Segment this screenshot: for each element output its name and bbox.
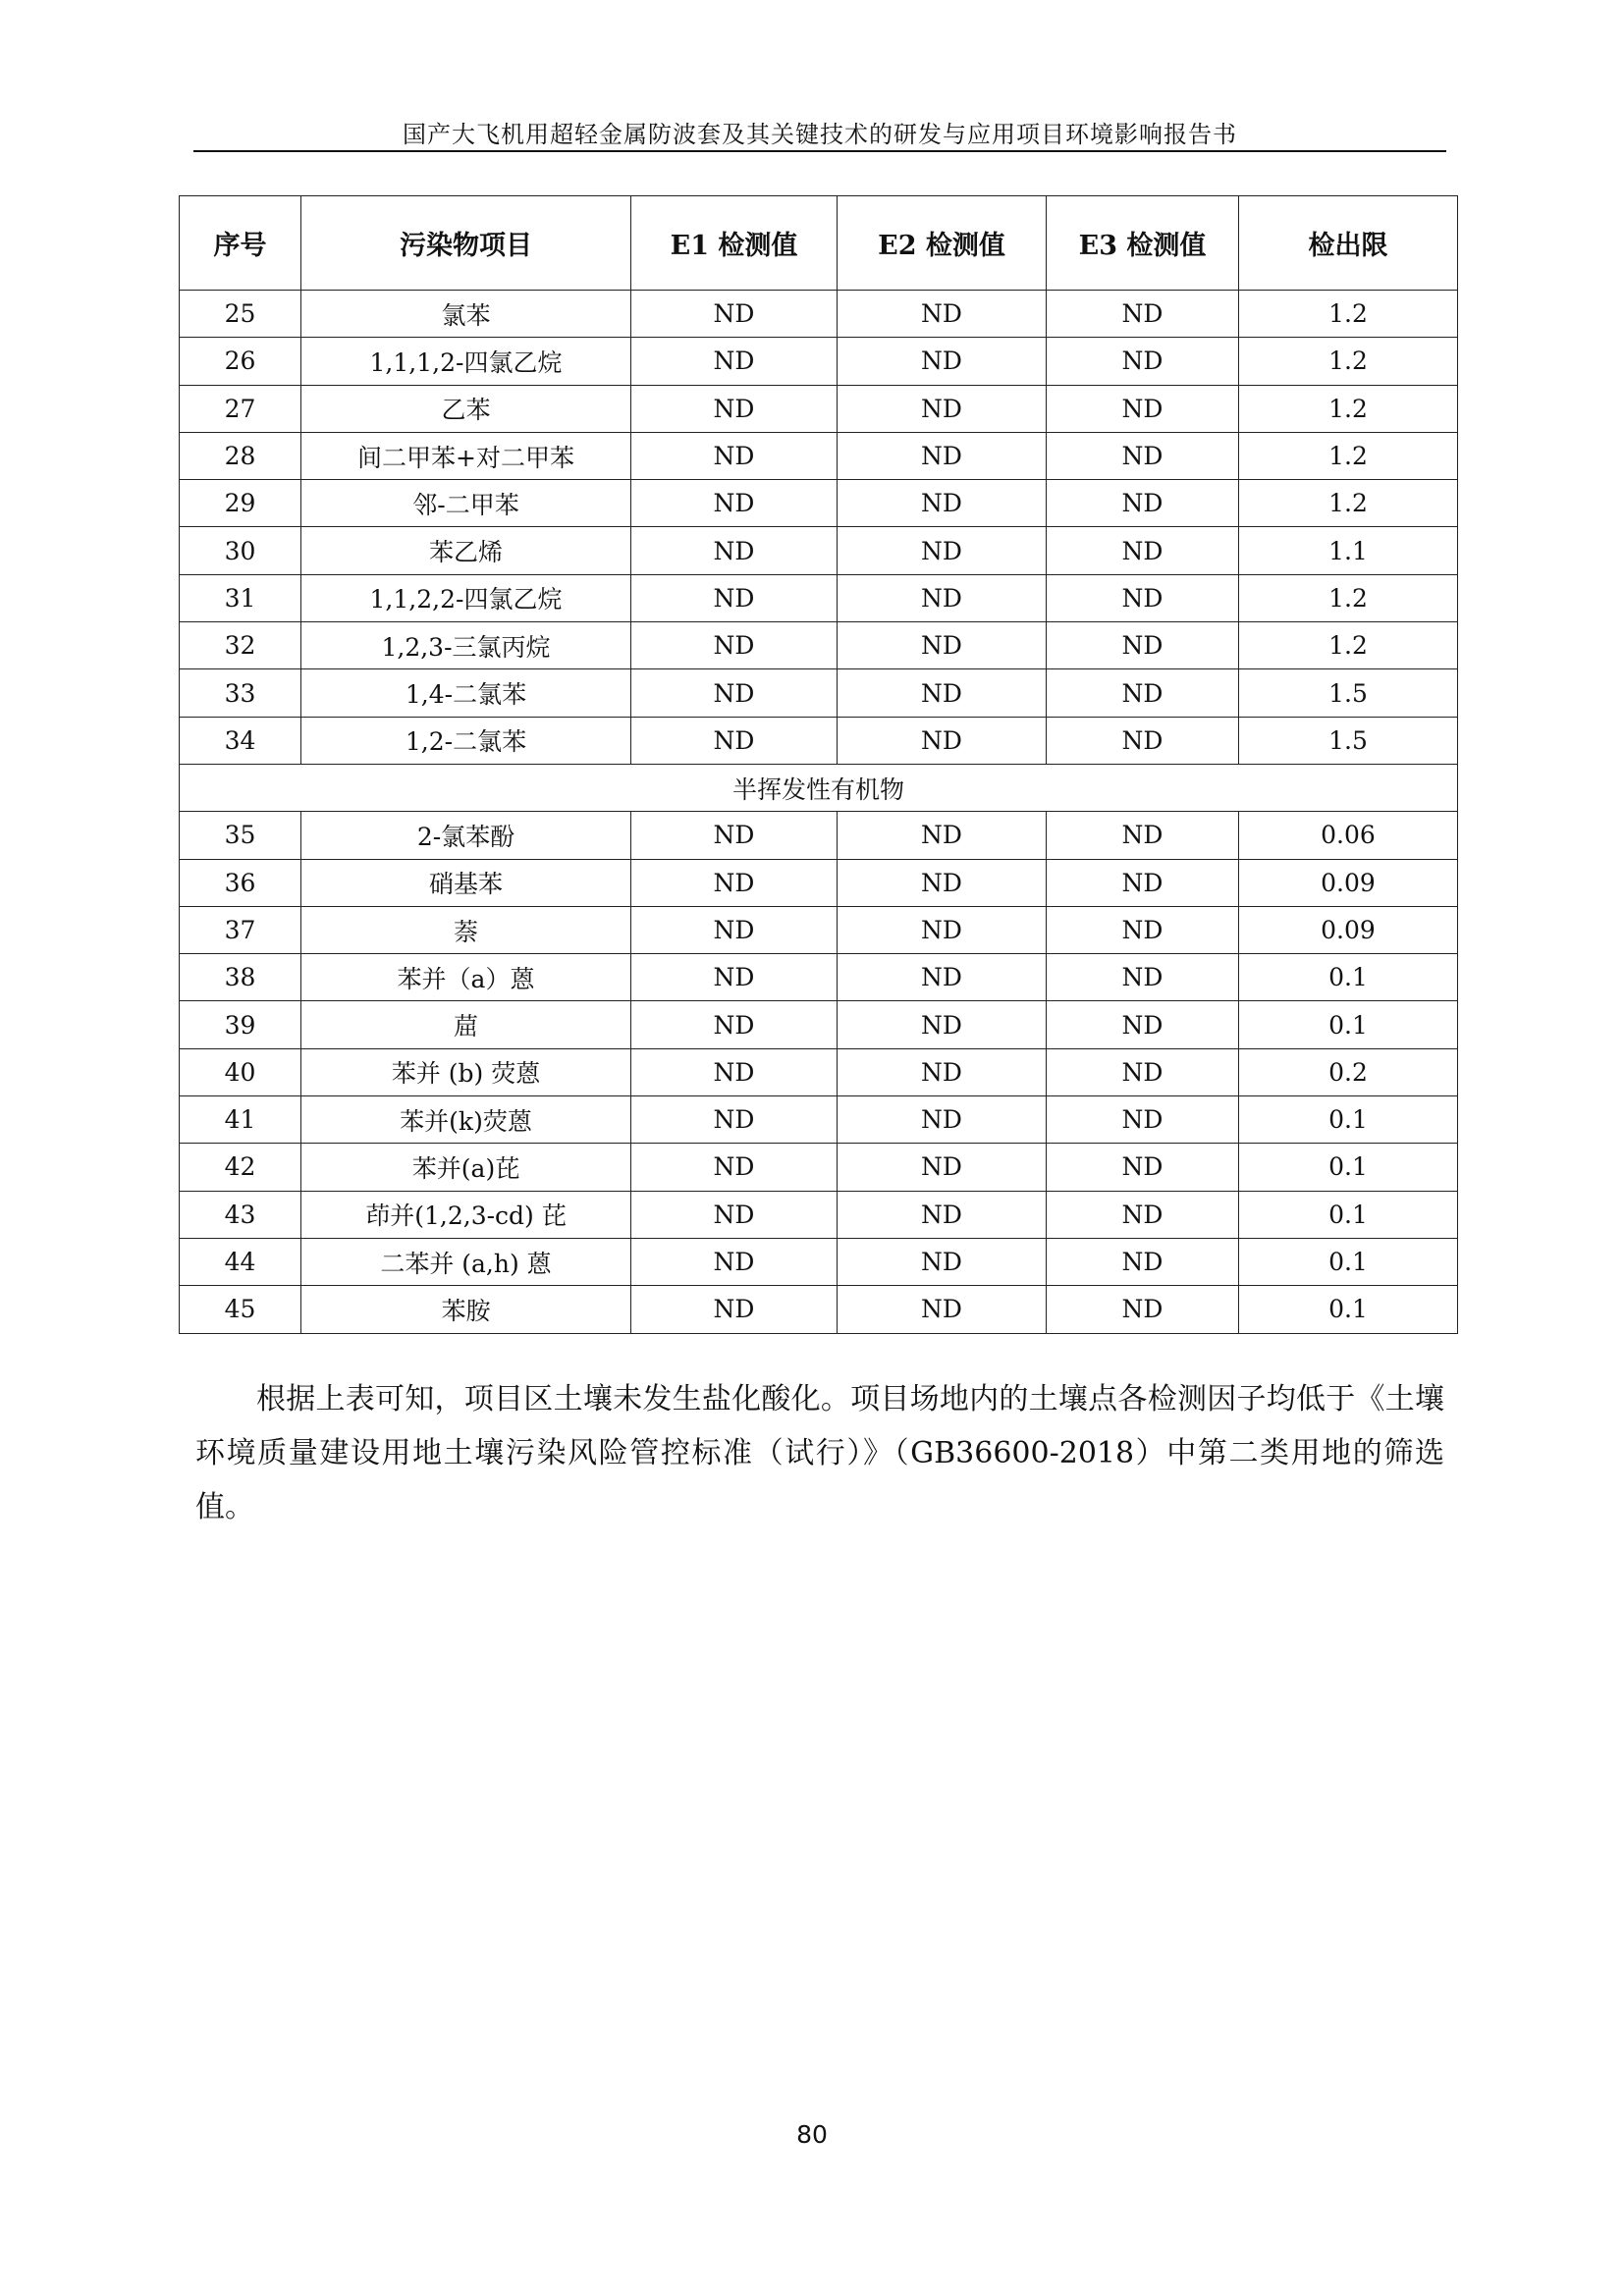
detection-limit-cell: 1.2 (1239, 432, 1458, 479)
pollutant-name-cell: 1,2-二氯苯 (301, 717, 631, 764)
row-number-cell: 37 (180, 906, 301, 953)
e2-value-cell: ND (838, 480, 1047, 527)
e2-value-cell: ND (838, 574, 1047, 621)
pollutant-name-cell: 苯并(a)芘 (301, 1144, 631, 1191)
e3-value-cell: ND (1047, 717, 1239, 764)
table-header-row (180, 196, 1458, 291)
e2-value-cell: ND (838, 717, 1047, 764)
paragraph-text: 根据上表可知，项目区土壤未发生盐化酸化。项目场地内的土壤点各检测因子均低于《土壤环境质量建设用地土壤污染风险管控标准（试行）》（GB36600-2018）中第二类用地的筛选值。 (195, 1382, 1444, 1524)
row-number-cell: 32 (180, 622, 301, 669)
e2-value-cell: ND (838, 622, 1047, 669)
col-header-e2: E2 检测值 (838, 196, 1047, 291)
row-number-cell: 43 (180, 1191, 301, 1238)
pollutant-name-cell: 苯并 (b) 荧蒽 (301, 1048, 631, 1095)
e1-value-cell: ND (631, 954, 838, 1001)
e1-value-cell: ND (631, 622, 838, 669)
e3-value-cell: ND (1047, 574, 1239, 621)
pollutant-name-cell: 1,1,1,2-四氯乙烷 (301, 338, 631, 385)
e2-value-cell: ND (838, 859, 1047, 906)
e3-value-cell: ND (1047, 1191, 1239, 1238)
e3-value-cell: ND (1047, 622, 1239, 669)
row-number-cell: 30 (180, 527, 301, 574)
e1-value-cell: ND (631, 1144, 838, 1191)
row-number-cell: 26 (180, 338, 301, 385)
table-row (180, 906, 1458, 953)
e3-value-cell: ND (1047, 527, 1239, 574)
table-row (180, 717, 1458, 764)
e1-value-cell: ND (631, 291, 838, 338)
e1-value-cell: ND (631, 1286, 838, 1333)
row-number-cell: 28 (180, 432, 301, 479)
col-header-e3: E3 检测值 (1047, 196, 1239, 291)
pollutant-name-cell: 2-氯苯酚 (301, 812, 631, 859)
detection-limit-cell: 0.1 (1239, 1001, 1458, 1048)
e3-value-cell: ND (1047, 812, 1239, 859)
detection-limit-cell: 1.5 (1239, 669, 1458, 717)
e1-value-cell: ND (631, 1191, 838, 1238)
pollutant-name-cell: 二苯并 (a,h) 蒽 (301, 1238, 631, 1285)
table-row (180, 1191, 1458, 1238)
detection-limit-cell: 1.2 (1239, 574, 1458, 621)
e2-value-cell: ND (838, 1144, 1047, 1191)
e3-value-cell: ND (1047, 1144, 1239, 1191)
e1-value-cell: ND (631, 1001, 838, 1048)
e2-value-cell: ND (838, 338, 1047, 385)
e1-value-cell: ND (631, 669, 838, 717)
pollutant-name-cell: 萘 (301, 906, 631, 953)
row-number-cell: 39 (180, 1001, 301, 1048)
detection-limit-cell: 0.1 (1239, 1191, 1458, 1238)
e1-value-cell: ND (631, 859, 838, 906)
detection-limit-cell: 0.2 (1239, 1048, 1458, 1095)
e3-value-cell: ND (1047, 906, 1239, 953)
table-row (180, 1144, 1458, 1191)
e1-value-cell: ND (631, 1096, 838, 1144)
pollutant-name-cell: 䓛 (301, 1001, 631, 1048)
pollutant-name-cell: 乙苯 (301, 385, 631, 432)
pollutant-name-cell: 氯苯 (301, 291, 631, 338)
e2-value-cell: ND (838, 385, 1047, 432)
table-row (180, 338, 1458, 385)
table-row (180, 812, 1458, 859)
pollutant-name-cell: 茚并(1,2,3-cd) 芘 (301, 1191, 631, 1238)
pollutant-name-cell: 苯并（a）蒽 (301, 954, 631, 1001)
section-row (180, 764, 1458, 811)
e2-value-cell: ND (838, 1191, 1047, 1238)
detection-limit-cell: 1.5 (1239, 717, 1458, 764)
e1-value-cell: ND (631, 717, 838, 764)
e2-value-cell: ND (838, 1048, 1047, 1095)
row-number-cell: 31 (180, 574, 301, 621)
e3-value-cell: ND (1047, 1048, 1239, 1095)
e2-value-cell: ND (838, 1238, 1047, 1285)
pollutant-name-cell: 硝基苯 (301, 859, 631, 906)
detection-limit-cell: 1.2 (1239, 385, 1458, 432)
detection-limit-cell: 1.2 (1239, 480, 1458, 527)
table-row (180, 859, 1458, 906)
row-number-cell: 41 (180, 1096, 301, 1144)
e2-value-cell: ND (838, 432, 1047, 479)
document-header-title: 国产大飞机用超轻金属防波套及其关键技术的研发与应用项目环境影响报告书 (403, 121, 1237, 148)
e2-value-cell: ND (838, 1096, 1047, 1144)
row-number-cell: 35 (180, 812, 301, 859)
e3-value-cell: ND (1047, 291, 1239, 338)
e1-value-cell: ND (631, 527, 838, 574)
table-row (180, 622, 1458, 669)
e3-value-cell: ND (1047, 385, 1239, 432)
col-header-limit: 检出限 (1239, 196, 1458, 291)
e1-value-cell: ND (631, 574, 838, 621)
detection-limit-cell: 0.09 (1239, 906, 1458, 953)
detection-limit-cell: 1.2 (1239, 338, 1458, 385)
e3-value-cell: ND (1047, 1286, 1239, 1333)
pollutant-name-cell: 1,1,2,2-四氯乙烷 (301, 574, 631, 621)
e2-value-cell: ND (838, 527, 1047, 574)
table-row (180, 1048, 1458, 1095)
detection-limit-cell: 0.1 (1239, 1238, 1458, 1285)
pollutant-name-cell: 间二甲苯+对二甲苯 (301, 432, 631, 479)
e2-value-cell: ND (838, 812, 1047, 859)
pollutant-name-cell: 苯胺 (301, 1286, 631, 1333)
e1-value-cell: ND (631, 1048, 838, 1095)
e1-value-cell: ND (631, 812, 838, 859)
detection-limit-cell: 0.1 (1239, 1144, 1458, 1191)
e2-value-cell: ND (838, 1001, 1047, 1048)
e1-value-cell: ND (631, 385, 838, 432)
e2-value-cell: ND (838, 669, 1047, 717)
e3-value-cell: ND (1047, 954, 1239, 1001)
table-row (180, 291, 1458, 338)
table-row (180, 1096, 1458, 1144)
detection-limit-cell: 0.1 (1239, 1096, 1458, 1144)
detection-limit-cell: 1.2 (1239, 622, 1458, 669)
pollutant-name-cell: 1,4-二氯苯 (301, 669, 631, 717)
row-number-cell: 33 (180, 669, 301, 717)
e3-value-cell: ND (1047, 338, 1239, 385)
table-row (180, 432, 1458, 479)
row-number-cell: 40 (180, 1048, 301, 1095)
table-row (180, 1001, 1458, 1048)
row-number-cell: 25 (180, 291, 301, 338)
table-row (180, 385, 1458, 432)
pollutant-name-cell: 邻-二甲苯 (301, 480, 631, 527)
e3-value-cell: ND (1047, 669, 1239, 717)
detection-limit-cell: 0.1 (1239, 954, 1458, 1001)
table-row (180, 574, 1458, 621)
e3-value-cell: ND (1047, 859, 1239, 906)
table-row (180, 669, 1458, 717)
e1-value-cell: ND (631, 1238, 838, 1285)
section-title-svoc: 半挥发性有机物 (180, 764, 1458, 811)
header-rule (193, 150, 1446, 152)
row-number-cell: 34 (180, 717, 301, 764)
pollutant-name-cell: 1,2,3-三氯丙烷 (301, 622, 631, 669)
e2-value-cell: ND (838, 1286, 1047, 1333)
col-header-no: 序号 (180, 196, 301, 291)
e2-value-cell: ND (838, 291, 1047, 338)
e1-value-cell: ND (631, 480, 838, 527)
pollutant-test-table (179, 195, 1458, 1334)
pollutant-name-cell: 苯并(k)荧蒽 (301, 1096, 631, 1144)
detection-limit-cell: 0.09 (1239, 859, 1458, 906)
table-row (180, 1238, 1458, 1285)
row-number-cell: 42 (180, 1144, 301, 1191)
e3-value-cell: ND (1047, 1001, 1239, 1048)
e3-value-cell: ND (1047, 1238, 1239, 1285)
col-header-e1: E1 检测值 (631, 196, 838, 291)
table-row (180, 954, 1458, 1001)
e3-value-cell: ND (1047, 1096, 1239, 1144)
e2-value-cell: ND (838, 954, 1047, 1001)
e1-value-cell: ND (631, 906, 838, 953)
row-number-cell: 38 (180, 954, 301, 1001)
detection-limit-cell: 0.06 (1239, 812, 1458, 859)
detection-limit-cell: 1.2 (1239, 291, 1458, 338)
e3-value-cell: ND (1047, 480, 1239, 527)
e1-value-cell: ND (631, 432, 838, 479)
row-number-cell: 36 (180, 859, 301, 906)
col-header-item: 污染物项目 (301, 196, 631, 291)
table-row (180, 480, 1458, 527)
conclusion-paragraph (195, 1372, 1444, 1534)
detection-limit-cell: 0.1 (1239, 1286, 1458, 1333)
pollutant-name-cell: 苯乙烯 (301, 527, 631, 574)
e2-value-cell: ND (838, 906, 1047, 953)
e1-value-cell: ND (631, 338, 838, 385)
e3-value-cell: ND (1047, 432, 1239, 479)
table-row (180, 527, 1458, 574)
table-row (180, 1286, 1458, 1333)
row-number-cell: 27 (180, 385, 301, 432)
page-number: 80 (796, 2120, 828, 2149)
row-number-cell: 29 (180, 480, 301, 527)
row-number-cell: 44 (180, 1238, 301, 1285)
row-number-cell: 45 (180, 1286, 301, 1333)
detection-limit-cell: 1.1 (1239, 527, 1458, 574)
